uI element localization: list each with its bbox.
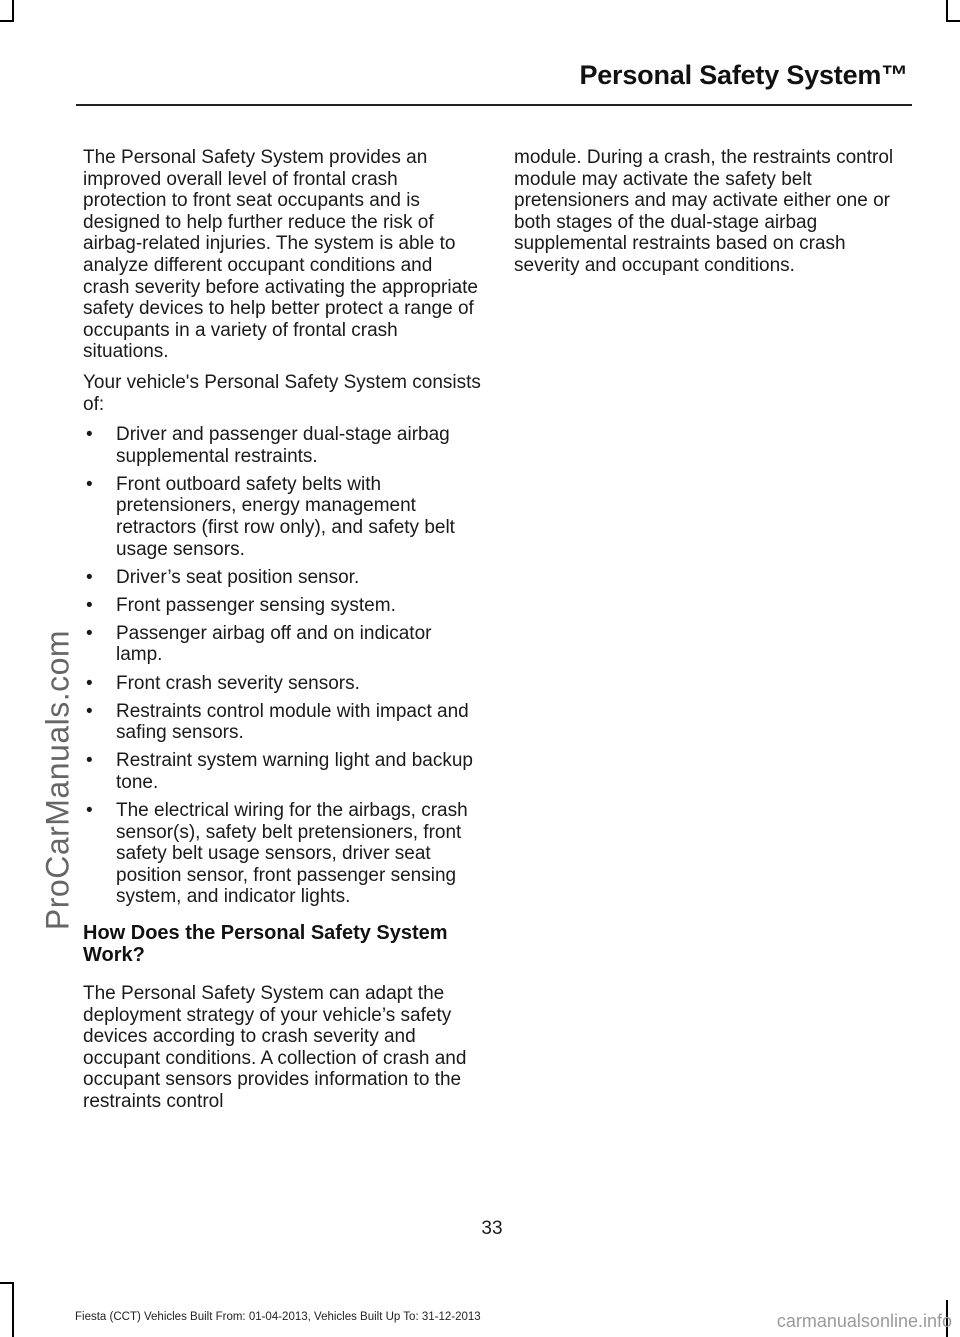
list-item [83, 474, 481, 560]
list-item-text: Front passenger sensing system. [116, 594, 396, 616]
list-item [83, 750, 481, 793]
right-column [514, 147, 912, 286]
bullet-glyph: • [86, 750, 93, 772]
list-item [83, 701, 481, 744]
bullet-glyph: • [86, 672, 93, 694]
list-item [83, 673, 481, 695]
continued-paragraph: module. During a crash, the restraints control module may activate the safety belt pretensioners and may activate either one or both stages of the dual-stage airbag supplemental restraints based on crash severity and occupant conditions. [514, 147, 894, 276]
crop-mark [0, 1282, 14, 1284]
section-paragraph: The Personal Safety System can adapt the deployment strategy of your vehicle’s safety devices according to crash severity and occupant conditions. A collection of crash and occupant sensors provides information to the restraints control [83, 983, 467, 1112]
crop-mark [0, 20, 14, 22]
bullet-glyph: • [86, 424, 93, 446]
intro-paragraph: The Personal Safety System provides an improved overall level of frontal crash protection to front seat occupants and is designed to help further reduce the risk of airbag-related injuries. The system is able to analyze different occupant conditions and crash severity before activating the appropriate safety devices to help better protect a range of occupants in a variety of frontal crash situations. [83, 147, 478, 363]
page-title: Personal Safety System™ [579, 60, 908, 90]
list-item-text: Restraints control module with impact and safing sensors. [116, 700, 469, 744]
side-watermark: ProCarManuals.com [39, 629, 76, 931]
list-item [83, 567, 481, 589]
bullet-glyph: • [86, 800, 93, 822]
crop-mark [946, 20, 960, 22]
consists-of-paragraph: Your vehicle's Personal Safety System consists of: [83, 371, 481, 415]
list-item-text: Passenger airbag off and on indicator lamp. [116, 622, 432, 666]
site-watermark: carmanualsonline.info [776, 1311, 952, 1331]
crop-mark [946, 0, 948, 22]
list-item [83, 623, 481, 666]
list-item-text: Restraint system warning light and backup tone. [116, 750, 473, 793]
bullet-glyph: • [86, 622, 93, 644]
list-item [83, 800, 481, 908]
bullet-glyph: • [86, 594, 93, 616]
list-item [83, 595, 481, 617]
list-item-text: The electrical wiring for the airbags, crash sensor(s), safety belt pretensioners, front safety belt usage sensors, driver seat position sensor, front passenger sensing system, and indicator lights. [116, 800, 468, 908]
crop-mark [12, 0, 14, 22]
header-divider [76, 104, 912, 106]
list-item-text: Front crash severity sensors. [116, 672, 360, 694]
bullet-glyph: • [86, 566, 93, 588]
left-column [83, 147, 481, 1122]
list-item [83, 424, 481, 467]
bullet-glyph: • [86, 473, 93, 495]
crop-mark [12, 1282, 14, 1337]
components-list [83, 424, 481, 908]
list-item-text: Front outboard safety belts with pretensioners, energy management retractors (first row only), and safety belt usage sensors. [116, 473, 455, 560]
bullet-glyph: • [86, 700, 93, 722]
page-number: 33 [481, 1218, 503, 1239]
list-item-text: Driver and passenger dual-stage airbag supplemental restraints. [116, 424, 450, 467]
section-heading: How Does the Personal Safety System Work? [83, 922, 448, 966]
list-item-text: Driver’s seat position sensor. [116, 566, 360, 588]
footer-text: Fiesta (CCT) Vehicles Built From: 01-04-2013, Vehicles Built Up To: 31-12-2013 [75, 1311, 481, 1323]
